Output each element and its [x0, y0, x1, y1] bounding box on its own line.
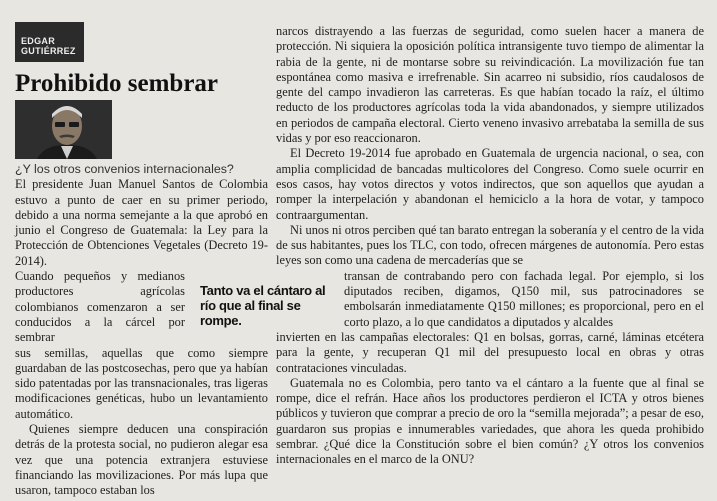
author-portrait-image	[15, 100, 112, 159]
paragraph: Quienes siempre deducen una conspiración detrás de la protesta social, no pudieron alegar esa vez que una potencia extranjera estuviese financiando las movilizaciones. Por más lupa que usaron, tampoco estaban los	[15, 422, 268, 498]
paragraph-indented	[276, 269, 704, 330]
paragraph: Ni unos ni otros perciben qué tan barato entregan la soberanía y el centro de la vida de sus habitantes, pues los TLC, con todo, ofrecen márgenes de autonomía. Pero estas leyes son como una cadena de mercaderías que se	[276, 222, 704, 268]
author-photo	[15, 100, 112, 159]
article-headline: Prohibido sembrar	[15, 70, 219, 97]
paragraph: invierten en las campañas electorales: Q1 en bolsas, gorras, carné, láminas etcétera para la gente, y recuperan Q1 mil del presupuesto local en obras y otras contrataciones vinculadas.	[276, 329, 704, 375]
paragraph: El presidente Juan Manuel Santos de Colombia estuvo a punto de caer en su primer periodo, debido a una norma semejante a la que aprobó en junio el Congreso de Guatemala: la Ley para la Protección de Obtenciones Vegetales (Decreto 19-2014).	[15, 177, 268, 268]
column-left	[15, 162, 268, 499]
column-right	[276, 24, 704, 468]
pull-quote: Tanto va el cántaro al río que al final se rompe.	[200, 283, 326, 328]
paragraph: narcos distrayendo a las fuerzas de seguridad, como suelen hacer a manera de protección. Ni siquiera la oposición política intransigente tuvo tiempo de alimentar la rabia de la gente, ni de montarse sobre su reivindicación. La movilización fue tan espontánea como masiva e irrefrenable. Sin acarreo ni subsidio, ríos caudalosos de gente del campo invadieron las carreteras. Es que habían tocado la raíz, el último reducto de los productores agrícolas toda la vida abandonados, y siempre utilizados en periodos de campaña electoral. Cierto veneno invasivo arrebataba la semilla de sus vidas y por eso reaccionaron.	[276, 24, 704, 146]
author-last-name: GUTIÉRREZ	[21, 46, 76, 56]
paragraph-indented-text: transan de contrabando pero con fachada legal. Por ejemplo, si los diputados reciben, digamos, Q150 mil, sus patrocinadores se embolsarán inmediatamente Q150 millones; es proporcional, pero en el corto plazo, a lo que candidatos a diputados y alcaldes	[344, 268, 704, 329]
author-byline	[15, 22, 84, 62]
paragraph-narrow-text: Cuando pequeños y medianos productores agrícolas colombianos comenzaron a ser conducidos a la cárcel por sembrar	[15, 269, 185, 345]
author-first-name: EDGAR	[21, 36, 56, 46]
paragraph: Guatemala no es Colombia, pero tanto va el cántaro a la fuente que al final se rompe, dice el refrán. Hace años los productores perdieron el ICTA y otros bienes públicos y tuvieron que comprar a precio de oro la “semilla mejorada”; a pesar de eso, guardaron sus propias e innumerables variedades, que ahora les queda prohibido sembrar. ¿Qué dice la Constitución sobre el bien común? ¿Y otros los convenios internacionales en el marco de la ONU?	[276, 375, 704, 467]
paragraph: sus semillas, aquellas que como siempre guardaban de las postcosechas, pero que ya habían sido patentadas por las transnacionales, tras ligeras modificaciones genéticas, hubo un levantamiento automático.	[15, 345, 268, 421]
paragraph: El Decreto 19-2014 fue aprobado en Guatemala de urgencia nacional, o sea, con amplia complicidad de bancadas multicolores del Congreso. Como suele ocurrir en esos casos, hay votos directos y votos indirectos, que son aquellos que ayudan a romper la interpelación y abandonan el hemiciclo a la hora de votar, y tampoco contraargumentan.	[276, 146, 704, 222]
lead-question: ¿Y los otros convenios internacionales?	[15, 162, 234, 176]
